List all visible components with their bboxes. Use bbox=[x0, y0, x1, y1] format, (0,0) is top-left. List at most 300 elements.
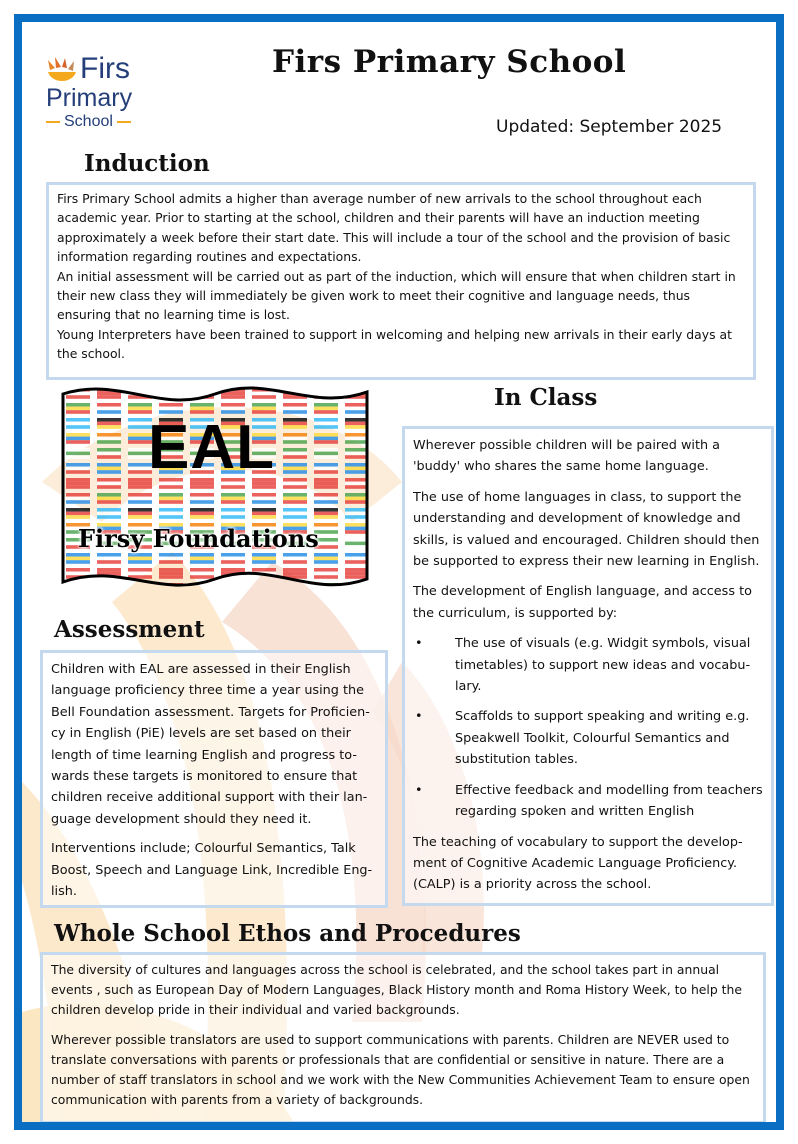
flag-stripe bbox=[66, 422, 90, 426]
flag-stripe bbox=[128, 500, 152, 504]
induction-paragraph: Firs Primary School admits a higher than average number of new arrivals to the school throughout each academic year. Prior to starting at the school, children and their parents will have an induction meeting approximately a week before their start date. This will include a tour of the school and the provision of basic information regarding routines and expectations. bbox=[57, 191, 731, 265]
flag-stripe bbox=[66, 403, 90, 407]
ethos-paragraph: The diversity of cultures and languages across the school is celebrated, and the school takes part in annual events , such as European Day of Modern Languages, Black History month and Roma History Week, to help the children develop pride in their individual and varied backgrounds. bbox=[51, 962, 743, 1018]
in-class-paragraph: Wherever possible children will be paired with a 'buddy' who shares the same home language. bbox=[413, 438, 721, 475]
flag-stripe bbox=[97, 455, 121, 459]
flag-stripe bbox=[283, 508, 307, 512]
flag-stripe bbox=[159, 500, 183, 504]
logo-school-label: School bbox=[64, 113, 113, 130]
flag-stripe bbox=[128, 515, 152, 519]
flag-stripe bbox=[252, 403, 276, 407]
flag-stripe bbox=[252, 590, 276, 594]
flag-stripe bbox=[97, 440, 121, 444]
flag-stripe bbox=[345, 545, 369, 549]
flag-stripe bbox=[97, 583, 121, 587]
flag-stripe bbox=[66, 470, 90, 474]
flag-stripe bbox=[66, 410, 90, 414]
flag-stripe bbox=[252, 583, 276, 587]
flag-stripe bbox=[314, 500, 338, 504]
flag-stripe bbox=[345, 493, 369, 497]
in-class-box bbox=[402, 426, 774, 906]
flag-stripe bbox=[221, 485, 245, 489]
eal-title: EAL bbox=[148, 413, 275, 482]
in-class-bullet-list bbox=[413, 633, 763, 822]
ethos-paragraph: Wherever possible translators are used to support communications with parents. Children are NEVER used to translate conversations with parents or professionals that are confidential or sensitive in nature. There are a number of staff translators in school and we work with the New Communities Achievement Team to ensure open communication with parents from a variety of backgrounds. bbox=[51, 1031, 750, 1108]
flag-stripe bbox=[283, 418, 307, 422]
flag-stripe bbox=[283, 455, 307, 459]
flag-stripe bbox=[97, 410, 121, 414]
flag-stripe bbox=[66, 497, 90, 501]
flag-stripe bbox=[97, 407, 121, 411]
flag-stripe bbox=[283, 497, 307, 501]
flag-stripe bbox=[283, 467, 307, 471]
flag-stripe bbox=[345, 407, 369, 411]
assessment-paragraph: Children with EAL are assessed in their English language proficiency three time a year using the Bell Foundation assessment. Targets for Proficien-cy in English (PiE) levels are set based on their length of time learning English and progress to-wards these targets is monitored to ensure that children receive additional support with their lan-guage development should they need it. bbox=[51, 662, 370, 827]
flag-stripe bbox=[66, 512, 90, 516]
flag-stripe bbox=[314, 452, 338, 456]
flag-stripe bbox=[314, 388, 338, 392]
flag-stripe bbox=[97, 508, 121, 512]
flag-stripe bbox=[314, 572, 338, 576]
flag-stripe bbox=[252, 493, 276, 497]
flag-stripe bbox=[97, 560, 121, 564]
flag-stripe bbox=[97, 497, 121, 501]
flag-stripe bbox=[314, 560, 338, 564]
flag-stripe bbox=[283, 470, 307, 474]
flag-stripe bbox=[314, 497, 338, 501]
flag-stripe bbox=[314, 448, 338, 452]
flag-stripe bbox=[345, 568, 369, 572]
flag-stripe bbox=[283, 463, 307, 467]
flag-stripe bbox=[221, 403, 245, 407]
flag-stripe bbox=[128, 493, 152, 497]
flag-stripe bbox=[252, 553, 276, 557]
flag-stripe bbox=[314, 590, 338, 594]
flag-stripe bbox=[97, 395, 121, 399]
flag-stripe bbox=[159, 407, 183, 411]
flag-stripe bbox=[128, 497, 152, 501]
flag-stripe bbox=[97, 493, 121, 497]
flag-stripe bbox=[252, 557, 276, 561]
flag-stripe bbox=[345, 452, 369, 456]
flag-stripe bbox=[97, 437, 121, 441]
bullet-item bbox=[413, 706, 763, 770]
flag-stripe bbox=[252, 407, 276, 411]
flag-stripe bbox=[66, 557, 90, 561]
flag-stripe bbox=[97, 433, 121, 437]
flag-stripe bbox=[221, 493, 245, 497]
flag-stripe bbox=[314, 478, 338, 482]
flag-stripe bbox=[221, 553, 245, 557]
flag-stripe bbox=[66, 425, 90, 429]
flag-stripe bbox=[221, 568, 245, 572]
flag-stripe bbox=[128, 403, 152, 407]
flag-stripe bbox=[314, 485, 338, 489]
flag-stripe bbox=[221, 497, 245, 501]
flag-stripe bbox=[345, 515, 369, 519]
flag-stripe bbox=[128, 512, 152, 516]
flag-stripe bbox=[97, 485, 121, 489]
flag-stripe bbox=[283, 433, 307, 437]
flag-stripe bbox=[314, 467, 338, 471]
flag-stripe bbox=[314, 470, 338, 474]
flag-stripe bbox=[159, 557, 183, 561]
flag-stripe bbox=[283, 572, 307, 576]
flag-stripe bbox=[345, 448, 369, 452]
flag-stripe bbox=[221, 395, 245, 399]
flag-stripe bbox=[66, 395, 90, 399]
flag-stripe bbox=[283, 425, 307, 429]
flag-stripe bbox=[283, 553, 307, 557]
flag-stripe bbox=[345, 440, 369, 444]
induction-paragraph: Young Interpreters have been trained to support in welcoming and helping new arrivals in their early days at the school. bbox=[57, 326, 732, 362]
flag-stripe bbox=[159, 553, 183, 557]
flag-stripe bbox=[283, 440, 307, 444]
updated-date: Updated: September 2025 bbox=[496, 117, 723, 137]
flag-stripe bbox=[345, 437, 369, 441]
flag-stripe bbox=[190, 512, 214, 516]
flag-stripe bbox=[283, 590, 307, 594]
flag-stripe bbox=[159, 497, 183, 501]
in-class-closing: The teaching of vocabulary to support the develop-ment of Cognitive Academic Language Proficiency. (CALP) is a priority across the school. bbox=[413, 834, 743, 893]
flag-stripe bbox=[159, 587, 183, 591]
flag-stripe bbox=[252, 512, 276, 516]
flag-stripe bbox=[66, 440, 90, 444]
flag-stripe bbox=[345, 497, 369, 501]
flag-stripe bbox=[190, 485, 214, 489]
flag-stripe bbox=[283, 452, 307, 456]
flag-stripe bbox=[345, 478, 369, 482]
flag-stripe bbox=[221, 583, 245, 587]
flag-stripe bbox=[97, 463, 121, 467]
flag-stripe bbox=[128, 568, 152, 572]
flag-stripe bbox=[314, 482, 338, 486]
flag-stripe bbox=[97, 515, 121, 519]
flag-stripe bbox=[66, 463, 90, 467]
flag-stripe bbox=[221, 587, 245, 591]
flag-stripe bbox=[283, 500, 307, 504]
flag-stripe bbox=[345, 590, 369, 594]
flag-stripe bbox=[159, 572, 183, 576]
page-frame bbox=[14, 14, 784, 1130]
flag-stripe bbox=[283, 560, 307, 564]
flag-stripe bbox=[252, 395, 276, 399]
flag-stripe bbox=[66, 485, 90, 489]
flag-stripe bbox=[128, 560, 152, 564]
flag-stripe bbox=[159, 512, 183, 516]
flag-stripe bbox=[345, 560, 369, 564]
flag-stripe bbox=[190, 403, 214, 407]
flag-stripe bbox=[159, 392, 183, 396]
flag-stripe bbox=[283, 448, 307, 452]
logo-dash-right bbox=[117, 121, 131, 123]
flag-stripe bbox=[66, 493, 90, 497]
flag-stripe bbox=[97, 403, 121, 407]
flag-stripe bbox=[190, 508, 214, 512]
flag-stripe bbox=[97, 553, 121, 557]
flag-stripe bbox=[190, 497, 214, 501]
flag-stripe bbox=[345, 403, 369, 407]
flag-stripe bbox=[159, 515, 183, 519]
flag-stripe bbox=[66, 478, 90, 482]
flag-stripe bbox=[128, 590, 152, 594]
flag-stripe bbox=[345, 470, 369, 474]
flag-stripe bbox=[190, 500, 214, 504]
flag-stripe bbox=[97, 418, 121, 422]
in-class-paragraph: The use of home languages in class, to support the understanding and development of knowledge and skills, is valued and encouraged. Children should then be supported to express their new learning in English. bbox=[413, 489, 760, 570]
flag-stripe bbox=[345, 500, 369, 504]
flag-stripe bbox=[128, 557, 152, 561]
flag-stripe bbox=[97, 452, 121, 456]
flag-stripe bbox=[345, 557, 369, 561]
flag-stripe bbox=[314, 493, 338, 497]
flag-stripe bbox=[128, 407, 152, 411]
flag-stripe bbox=[97, 482, 121, 486]
flag-stripe bbox=[345, 587, 369, 591]
flag-stripe bbox=[128, 583, 152, 587]
flag-stripe bbox=[66, 418, 90, 422]
assessment-heading: Assessment bbox=[54, 616, 205, 643]
induction-heading: Induction bbox=[84, 150, 210, 177]
flag-stripe bbox=[345, 523, 369, 527]
ethos-heading: Whole School Ethos and Procedures bbox=[54, 920, 521, 947]
flag-stripe bbox=[66, 452, 90, 456]
flag-stripe bbox=[283, 407, 307, 411]
flag-stripe bbox=[345, 433, 369, 437]
flag-stripe bbox=[345, 425, 369, 429]
flag-stripe bbox=[314, 422, 338, 426]
flag-stripe bbox=[97, 448, 121, 452]
bullet-item bbox=[413, 633, 763, 697]
flag-stripe bbox=[66, 500, 90, 504]
flag-stripe bbox=[66, 455, 90, 459]
induction-box bbox=[46, 182, 756, 380]
flag-stripe bbox=[345, 538, 369, 542]
flag-stripe bbox=[97, 557, 121, 561]
flag-stripe bbox=[314, 557, 338, 561]
flag-stripe bbox=[159, 493, 183, 497]
flag-stripe bbox=[66, 407, 90, 411]
flag-stripe bbox=[314, 512, 338, 516]
flag-stripe bbox=[97, 422, 121, 426]
bullet-item bbox=[413, 780, 763, 823]
flag-stripe bbox=[190, 568, 214, 572]
flag-stripe bbox=[221, 512, 245, 516]
flag-stripe bbox=[314, 515, 338, 519]
flag-stripe bbox=[159, 485, 183, 489]
flag-stripe bbox=[345, 527, 369, 531]
flag-stripe bbox=[314, 463, 338, 467]
flag-stripe bbox=[159, 508, 183, 512]
flag-stripe bbox=[345, 467, 369, 471]
assessment-paragraph: Interventions include; Colourful Semantics, Talk Boost, Speech and Language Link, Incredible Eng-lish. bbox=[51, 841, 373, 900]
flag-stripe bbox=[283, 557, 307, 561]
flag-stripe bbox=[345, 485, 369, 489]
flag-stripe bbox=[345, 572, 369, 576]
flag-stripe bbox=[128, 587, 152, 591]
flag-stripe bbox=[252, 587, 276, 591]
flag-stripe bbox=[252, 485, 276, 489]
page-title: Firs Primary School bbox=[272, 44, 627, 80]
bullet-icon: • bbox=[415, 636, 423, 652]
flag-stripe bbox=[252, 560, 276, 564]
flag-stripe bbox=[66, 508, 90, 512]
flag-stripe bbox=[314, 568, 338, 572]
flag-stripe bbox=[221, 557, 245, 561]
flag-stripe bbox=[97, 587, 121, 591]
ethos-box bbox=[40, 952, 766, 1124]
flag-stripe bbox=[283, 587, 307, 591]
flag-stripe bbox=[66, 568, 90, 572]
flag-stripe bbox=[97, 590, 121, 594]
flag-stripe bbox=[128, 508, 152, 512]
assessment-box bbox=[40, 650, 388, 908]
bullet-text: Effective feedback and modelling from teachers regarding spoken and written English bbox=[455, 782, 763, 820]
banner-subtitle: Firsy Foundations bbox=[78, 524, 319, 553]
flag-stripe bbox=[345, 418, 369, 422]
flag-stripe bbox=[190, 590, 214, 594]
flag-stripe bbox=[159, 560, 183, 564]
flag-stripe bbox=[97, 512, 121, 516]
flag-stripe bbox=[283, 478, 307, 482]
flag-stripe bbox=[314, 418, 338, 422]
flag-stripe bbox=[221, 515, 245, 519]
bullet-icon: • bbox=[415, 782, 423, 798]
flag-stripe bbox=[190, 575, 214, 579]
flag-stripe bbox=[314, 553, 338, 557]
flag-stripe bbox=[283, 422, 307, 426]
flag-stripe bbox=[128, 572, 152, 576]
flag-stripe bbox=[97, 467, 121, 471]
flag-stripe bbox=[159, 388, 183, 392]
flag-stripe bbox=[221, 500, 245, 504]
flag-stripe bbox=[97, 478, 121, 482]
flag-stripe bbox=[345, 410, 369, 414]
flag-stripe bbox=[283, 568, 307, 572]
flag-stripe bbox=[345, 455, 369, 459]
eal-banner bbox=[60, 384, 370, 594]
flag-stripe bbox=[66, 590, 90, 594]
flag-stripe bbox=[190, 388, 214, 392]
flag-stripe bbox=[128, 485, 152, 489]
flag-stripe bbox=[190, 587, 214, 591]
flag-stripe bbox=[283, 493, 307, 497]
flag-stripe bbox=[66, 515, 90, 519]
flag-stripe bbox=[314, 433, 338, 437]
flag-stripe bbox=[314, 508, 338, 512]
flag-stripe bbox=[221, 508, 245, 512]
flag-stripe bbox=[314, 392, 338, 396]
flag-stripe bbox=[159, 575, 183, 579]
school-logo bbox=[46, 54, 151, 132]
flag-stripe bbox=[66, 433, 90, 437]
flag-stripe bbox=[314, 587, 338, 591]
flag-stripe bbox=[190, 557, 214, 561]
logo-dash-left bbox=[46, 121, 60, 123]
flag-stripe bbox=[66, 482, 90, 486]
flag-stripe bbox=[345, 508, 369, 512]
flag-stripe bbox=[190, 572, 214, 576]
flag-stripe bbox=[66, 572, 90, 576]
bullet-icon: • bbox=[415, 709, 423, 725]
flag-stripe bbox=[221, 407, 245, 411]
flag-stripe bbox=[190, 560, 214, 564]
flag-stripe bbox=[159, 403, 183, 407]
flag-stripe bbox=[314, 437, 338, 441]
flag-stripe bbox=[283, 410, 307, 414]
flag-stripe bbox=[190, 407, 214, 411]
flag-stripe bbox=[97, 500, 121, 504]
flag-stripe bbox=[314, 455, 338, 459]
flag-stripe bbox=[252, 392, 276, 396]
flag-stripe bbox=[128, 388, 152, 392]
flag-stripe bbox=[190, 493, 214, 497]
flag-stripe bbox=[345, 542, 369, 546]
flag-stripe bbox=[314, 575, 338, 579]
bullet-text: The use of visuals (e.g. Widgit symbols, visual timetables) to support new ideas and vocabu-lary. bbox=[455, 636, 751, 695]
flag-stripe bbox=[283, 515, 307, 519]
flag-stripe bbox=[190, 553, 214, 557]
flag-stripe bbox=[314, 407, 338, 411]
flag-stripe bbox=[66, 437, 90, 441]
flag-stripe bbox=[345, 463, 369, 467]
in-class-paragraph: The development of English language, and access to the curriculum, is supported by: bbox=[413, 584, 752, 621]
flag-stripe bbox=[97, 425, 121, 429]
flag-stripe bbox=[345, 530, 369, 534]
flag-stripe bbox=[128, 553, 152, 557]
flag-stripe bbox=[283, 485, 307, 489]
flag-stripe bbox=[314, 403, 338, 407]
flag-stripe bbox=[314, 410, 338, 414]
logo-text-primary: Primary bbox=[46, 84, 133, 112]
flag-stripe bbox=[283, 583, 307, 587]
flag-stripe bbox=[314, 440, 338, 444]
logo-mark-icon bbox=[46, 56, 78, 84]
flag-stripe bbox=[159, 590, 183, 594]
flag-stripe bbox=[252, 515, 276, 519]
flag-stripe bbox=[97, 568, 121, 572]
flag-stripe bbox=[345, 553, 369, 557]
flag-stripe bbox=[314, 425, 338, 429]
flag-stripe bbox=[66, 560, 90, 564]
flag-stripe bbox=[252, 500, 276, 504]
flag-stripe bbox=[283, 482, 307, 486]
flag-stripe bbox=[190, 515, 214, 519]
flag-stripe bbox=[252, 497, 276, 501]
flag-stripe bbox=[283, 437, 307, 441]
flag-stripe bbox=[66, 583, 90, 587]
flag-stripe bbox=[345, 512, 369, 516]
flag-stripe bbox=[283, 403, 307, 407]
flag-stripe bbox=[252, 568, 276, 572]
flag-stripe bbox=[345, 482, 369, 486]
flag-stripe bbox=[345, 422, 369, 426]
flag-stripe bbox=[283, 512, 307, 516]
flag-stripe bbox=[252, 508, 276, 512]
bullet-text: Scaffolds to support speaking and writing e.g. Speakwell Toolkit, Colourful Semantics and substitution tables. bbox=[455, 709, 750, 768]
logo-text-school bbox=[46, 112, 151, 132]
flag-stripe bbox=[221, 560, 245, 564]
logo-text-firs: Firs bbox=[80, 52, 130, 85]
flag-stripe bbox=[66, 448, 90, 452]
flag-stripe bbox=[66, 553, 90, 557]
flag-stripe bbox=[66, 587, 90, 591]
in-class-heading: In Class bbox=[494, 384, 598, 411]
flag-stripe bbox=[221, 590, 245, 594]
flag-stripe bbox=[66, 467, 90, 471]
induction-paragraph: An initial assessment will be carried out as part of the induction, which will ensure that when children start in their new class they will immediately be given work to meet their cognitive and language needs, thus ensuring that no learning time is lost. bbox=[57, 268, 736, 323]
flag-stripe bbox=[159, 568, 183, 572]
